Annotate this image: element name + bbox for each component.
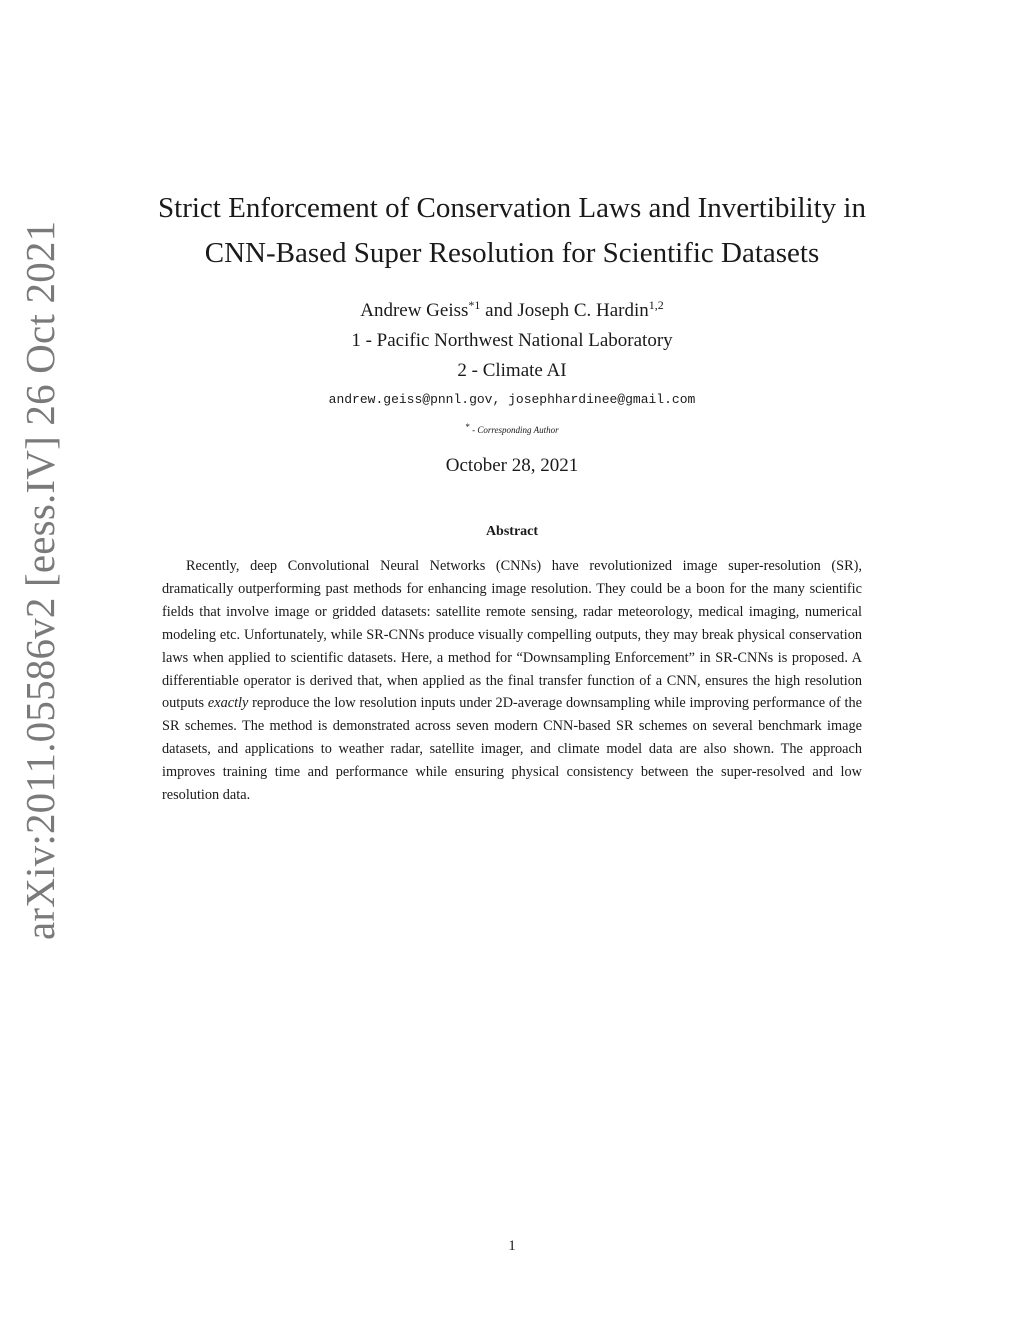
title-line-1: Strict Enforcement of Conservation Laws and Invertibility in [158,192,866,224]
paper-date: October 28, 2021 [445,455,579,476]
title-line-2: CNN-Based Super Resolution for Scientific Datasets [204,237,820,269]
abstract-text-part-1: Recently, deep Convolutional Neural Networks (CNNs) have revolutionized image super-resolution (SR), dramatically outperforming past methods for enhancing image resolution. They could be a boon for the many scientific fields that involve image or gridded datasets: satellite remote sensing, radar meteorology, medical imaging, numerical modeling etc. Unfortunately, while SR-CNNs produce visually compelling outputs, they may break physical conservation laws when applied to scientific datasets. Here, a method for “Downsampling Enforcement” in SR-CNNs is proposed. A differentiable operator is derived that, when applied as the final transfer function of a CNN, ensures the high resolution outputs [162,558,862,712]
page-number: 1 [508,1238,516,1254]
author-2-name: Joseph C. Hardin [517,300,649,321]
abstract-text-part-2: reproduce the low resolution inputs under 2D-average downsampling while improving performance of the SR schemes. The method is demonstrated across seven modern CNN-based SR schemes on several benchmark image datasets, and applications to weather radar, satellite imager, and climate model data are also shown. The approach improves training time and performance while ensuring physical consistency between the super-resolved and low resolution data. [162,695,862,804]
abstract-text [162,555,862,807]
author-conjunction: and [480,300,518,321]
corresponding-author-note [200,422,824,435]
author-emails[interactable]: andrew.geiss@pnnl.gov, josephhardinee@gmail.com [328,392,696,407]
affiliation-2: 2 - Climate AI [457,360,567,381]
corresponding-label: - Corresponding Author [472,425,559,435]
author-1-marks: *1 [468,298,481,312]
paper-title [140,186,884,276]
abstract-heading: Abstract [485,524,539,539]
author-block [200,296,824,386]
abstract-emphasis: exactly [207,695,249,712]
affiliation-1: 1 - Pacific Northwest National Laboratory [351,330,673,351]
author-1-name: Andrew Geiss [360,300,469,321]
corresponding-star: * [465,422,470,432]
arxiv-identifier-stamp[interactable]: arXiv:2011.05586v2 [eess.IV] 26 Oct 2021 [17,220,63,940]
author-line [200,296,824,326]
author-2-marks: 1,2 [648,298,664,312]
